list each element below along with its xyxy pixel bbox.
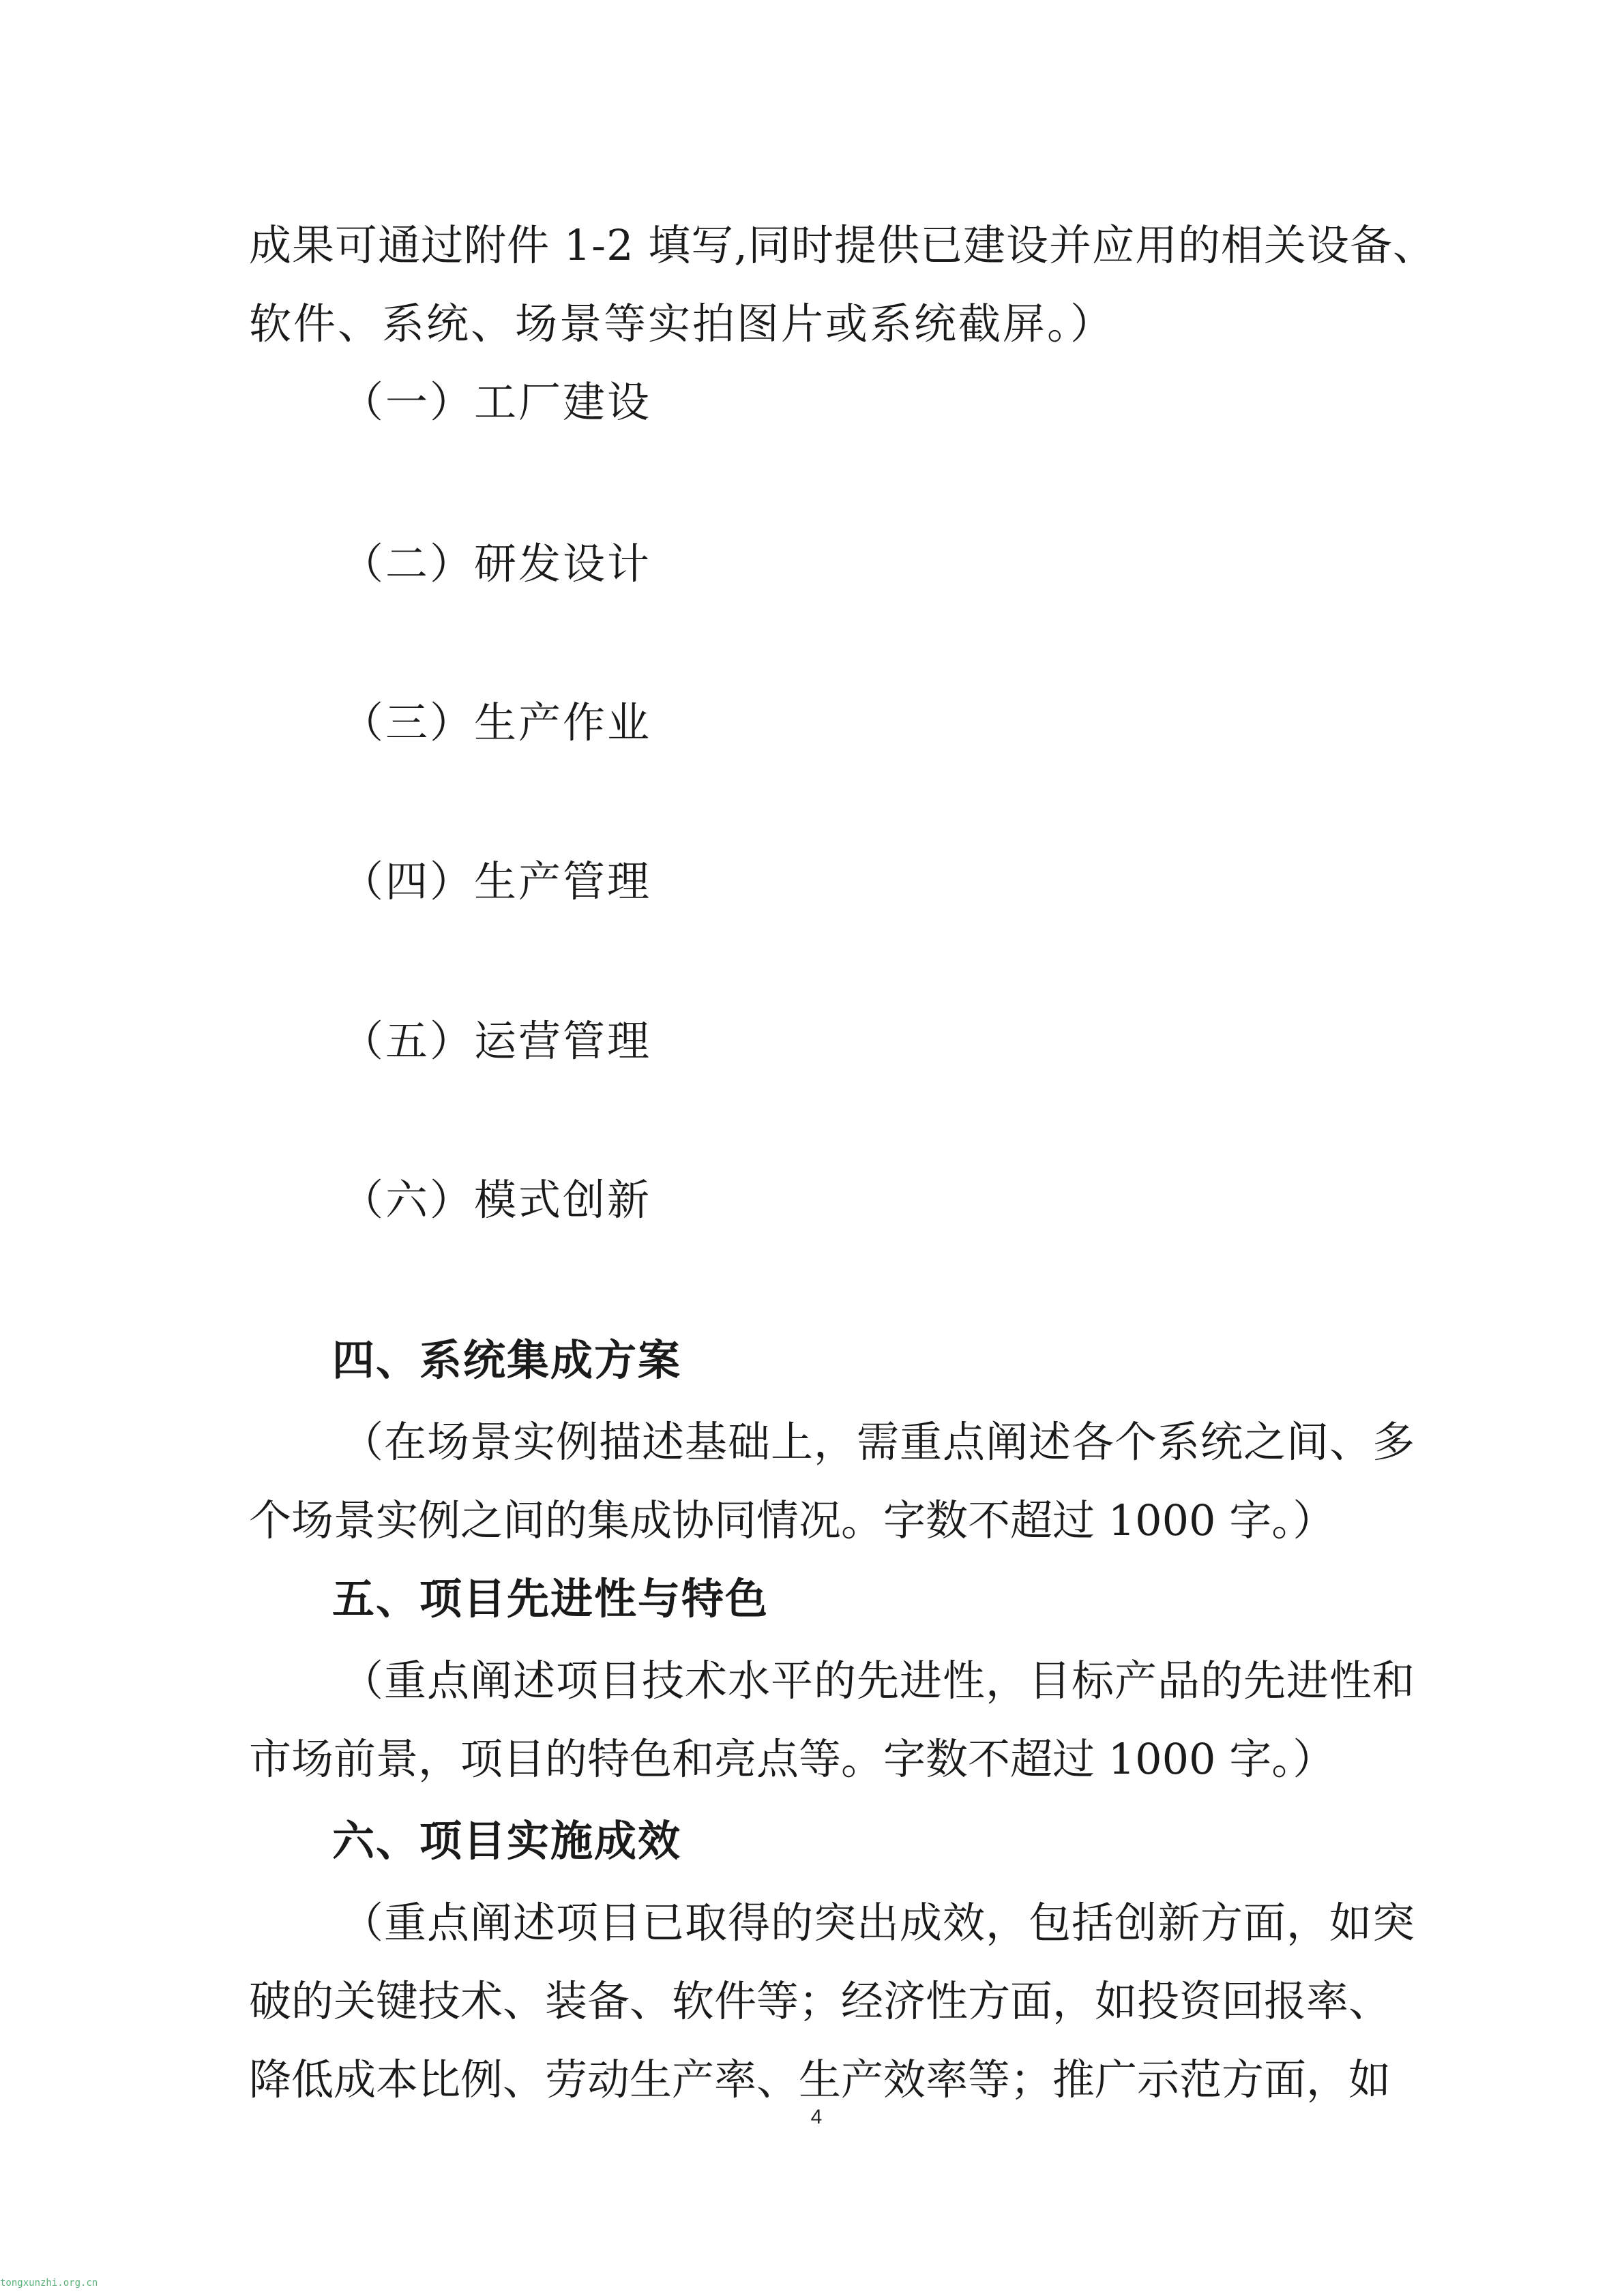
section-6-body-line-1: （重点阐述项目已取得的突出成效，包括创新方面，如突 bbox=[341, 1898, 1416, 1948]
section-5-body-line-2: 市场前景，项目的特色和亮点等。字数不超过 1000 字。） bbox=[249, 1734, 1335, 1784]
section-6-body-line-3: 降低成本比例、劳动生产率、生产效率等；推广示范方面，如 bbox=[249, 2055, 1391, 2104]
section-6-title: 六、项目实施成效 bbox=[332, 1816, 682, 1866]
intro-line-1: 成果可通过附件 1-2 填写,同时提供已建设并应用的相关设备、 bbox=[249, 220, 1436, 270]
section-4-title: 四、系统集成方案 bbox=[332, 1335, 682, 1385]
section-5-title: 五、项目先进性与特色 bbox=[332, 1574, 769, 1624]
section-6-body-line-2: 破的关键技术、装备、软件等；经济性方面，如投资回报率、 bbox=[249, 1976, 1391, 2026]
subsection-rd-design: （二）研发设计 bbox=[341, 539, 652, 588]
section-4-body-line-2: 个场景实例之间的集成协同情况。字数不超过 1000 字。） bbox=[249, 1495, 1335, 1545]
subsection-production-management: （四）生产管理 bbox=[341, 856, 652, 906]
subsection-model-innovation: （六）模式创新 bbox=[341, 1175, 652, 1225]
watermark-text: tongxunzhi.org.cn bbox=[0, 2278, 98, 2288]
subsection-operation-management: （五）运营管理 bbox=[341, 1016, 652, 1066]
section-5-body-line-1: （重点阐述项目技术水平的先进性，目标产品的先进性和 bbox=[341, 1656, 1416, 1705]
intro-line-2: 软件、系统、场景等实拍图片或系统截屏。） bbox=[249, 299, 1115, 348]
section-4-body-line-1: （在场景实例描述基础上，需重点阐述各个系统之间、多 bbox=[341, 1417, 1416, 1467]
page-number: 4 bbox=[810, 2106, 823, 2128]
subsection-factory-construction: （一）工厂建设 bbox=[341, 377, 652, 427]
subsection-production-operation: （三）生产作业 bbox=[341, 698, 652, 747]
